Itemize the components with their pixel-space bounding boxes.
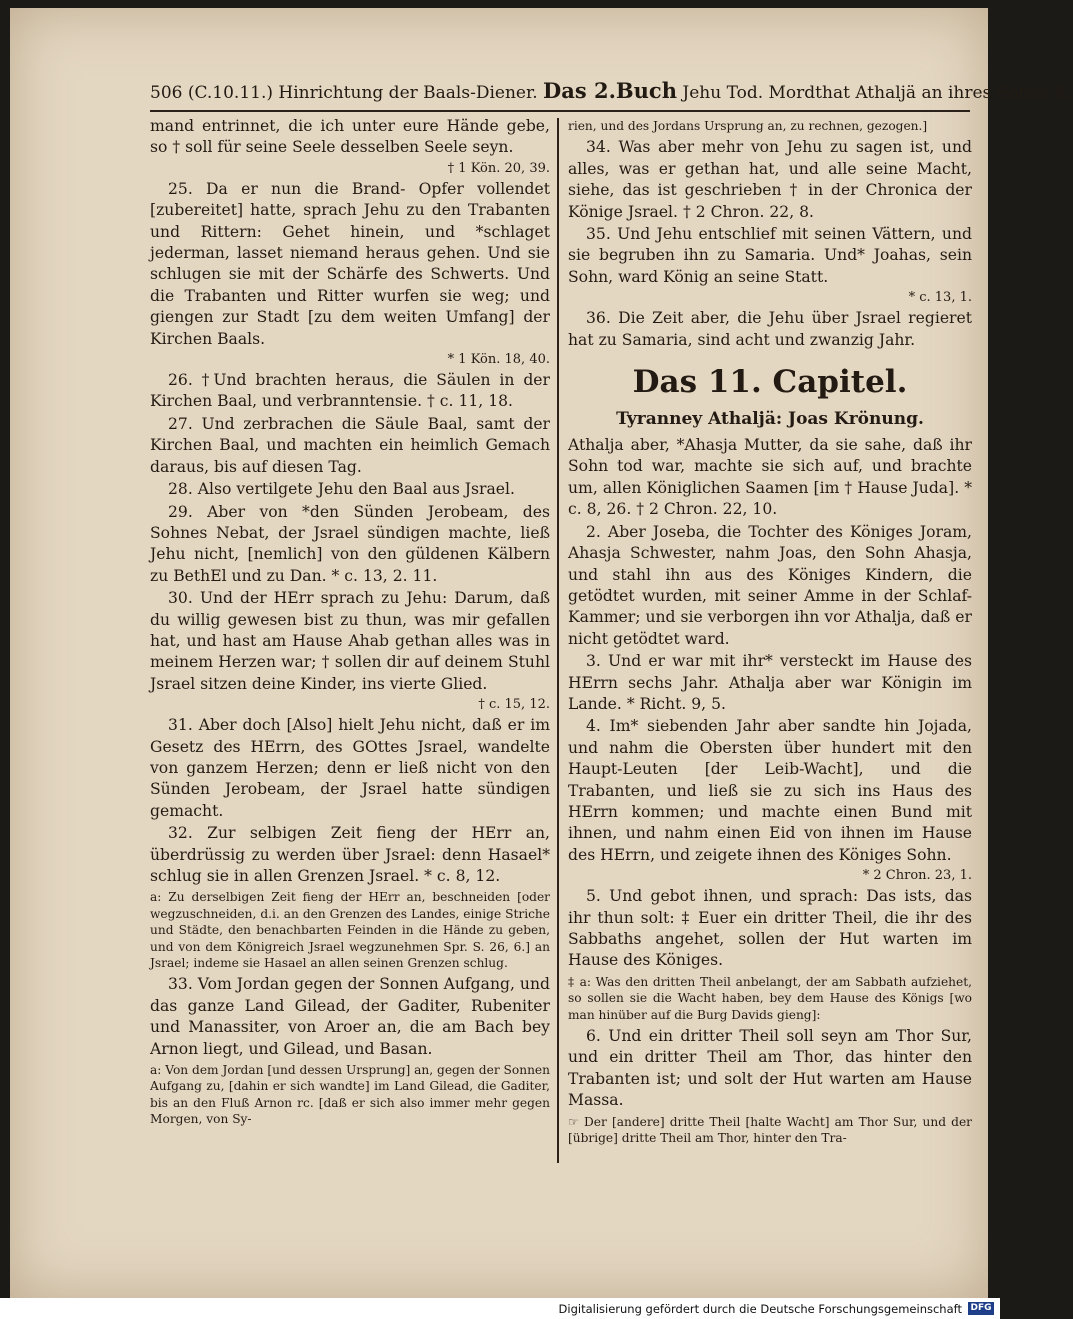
cross-reference: † 1 Kön. 20, 39.: [447, 160, 550, 176]
verse-paragraph: 30. Und der HErr sprach zu Jehu: Darum, daß du willig gewesen bist zu thun, was mir gefallen hat, und hast am Hause Ahab gethan alles was in meinem Herzen war; † sollen dir auf deinem Stuhl Jsrael sitzen deine Kinder, ins vierte Glied.: [150, 589, 550, 693]
verse-paragraph: 31. Aber doch [Also] hielt Jehu nicht, daß er im Gesetz des HErrn, des GOttes Jsrael, wandelte von ganzem Herzen; denn er ließ nicht von den Sünden Jerobeam, der Jsrael hatte sündigen gemacht.: [150, 716, 550, 820]
gloss-note: a: Von dem Jordan [und dessen Ursprung] an, gegen der Sonnen Aufgang zu, [dahin er sich wandte] im Land Gilead, die Gaditer, bis an den Fluß Arnon rc. [daß er sich also immer mehr gegen Morgen, von Sy-: [150, 1063, 550, 1127]
cross-reference: † c. 15, 12.: [478, 697, 550, 713]
cross-reference: * 2 Chron. 23, 1.: [862, 868, 972, 884]
verse-paragraph: 32. Zur selbigen Zeit fieng der HErr an, überdrüssig zu werden über Jsrael: denn Hasael* schlug sie in allen Grenzen Jsrael. * c. 8, 12.: [150, 824, 550, 885]
gloss-note: a: Zu derselbigen Zeit fieng der HErr an, beschneiden [oder wegzuschneiden, d.i. an den Grenzen des Landes, einige Striche und Städte, den benachbarten Feinden in die Hände zu geben, und von dem Königreich Jsrael wegzunehmen Spr. S. 26, 6.] an Jsrael; indeme sie Hasael an allen seinen Grenzen schlug.: [150, 890, 550, 971]
column-divider: [557, 118, 559, 1163]
right-column-top: [568, 118, 972, 351]
verse-paragraph: 26. †Und brachten heraus, die Säulen in der Kirchen Baal, und verbranntensie. † c. 11, 18.: [150, 371, 550, 411]
header-rule: [150, 110, 970, 112]
right-column: [568, 116, 972, 1149]
chapter-reference: (C.10.11.): [187, 83, 274, 103]
verse-paragraph: 25. Da er nun die Brand- Opfer vollendet [zubereitet] hatte, sprach Jehu zu den Trabanten und Rittern: Gehet hinein, und *schlaget jederman, lasset niemand heraus gehen. Und sie schlugen sie mit der Schärfe des Schwerts. Und die Trabanten und Ritter wurfen sie weg; und giengen zur Stadt [zu dem weiten Umfang] der Kirchen Baals.: [150, 179, 550, 348]
verse-paragraph: 29. Aber von *den Sünden Jerobeam, des Sohnes Nebat, der Jsrael sündigen machte, ließ Jehu nicht, [nemlich] von den güldenen Kälbern zu BethEl und zu Dan. * c. 13, 2. 11.: [150, 502, 550, 585]
right-running-title: Jehu Tod. Mordthat Athaljä an ihres Sohns K.: [682, 83, 1073, 103]
left-column: [150, 116, 550, 1131]
verse-paragraph: 35. Und Jehu entschlief mit seinen Vättern, und sie begruben ihn zu Samaria. Und* Joahas, sein Sohn, ward König an seine Statt.: [568, 225, 972, 286]
cross-reference: * c. 13, 1.: [908, 290, 972, 306]
left-running-title: Hinrichtung der Baals-Diener.: [278, 83, 538, 103]
cross-reference: * 1 Kön. 18, 40.: [447, 352, 550, 368]
digitization-footer: [0, 1298, 1000, 1319]
gloss-note: ☞ Der [andere] dritte Theil [halte Wacht] am Thor Sur, und der [übrige] dritte Theil am Thor, hinter den Tra-: [568, 1114, 972, 1146]
page-number: 506: [150, 83, 183, 103]
running-header: [150, 78, 1073, 108]
gloss-note: ‡ a: Was den dritten Theil anbelangt, der am Sabbath aufziehet, so sollen sie die Wacht haben, bey dem Hause des Königs [wo man hinüber auf die Burg Davids gieng]:: [568, 974, 972, 1022]
book-title: Das 2.Buch: [543, 78, 677, 103]
gloss-note: rien, und des Jordans Ursprung an, zu rechnen, gezogen.]: [568, 119, 928, 133]
verse-paragraph: 5. Und gebot ihnen, und sprach: Das ists, das ihr thun solt: ‡ Euer ein dritter Theil, die ihr des Sabbaths angehet, sollen der Hut warten im Hause des Königes.: [568, 887, 972, 970]
right-column-bottom: [568, 435, 972, 1146]
text-paragraph: Athalja aber, *Ahasja Mutter, da sie sahe, daß ihr Sohn tod war, machte sie sich auf, und brachte um, allen Königlichen Saamen [im † Hause Juda]. * c. 8, 26. † 2 Chron. 22, 10.: [568, 436, 972, 519]
dfg-logo: DFG: [968, 1302, 994, 1315]
footer-text: Digitalisierung gefördert durch die Deutsche Forschungsgemeinschaft: [558, 1302, 962, 1316]
verse-paragraph: 3. Und er war mit ihr* versteckt im Hause des HErrn sechs Jahr. Athalja aber war Königin im Lande. * Richt. 9, 5.: [568, 652, 972, 713]
verse-paragraph: 27. Und zerbrachen die Säule Baal, samt der Kirchen Baal, und machten ein heimlich Gemach daraus, bis auf diesen Tag.: [150, 414, 550, 476]
verse-paragraph: 28. Also vertilgete Jehu den Baal aus Jsrael.: [168, 480, 515, 499]
chapter-title: Das 11. Capitel.: [632, 364, 908, 401]
verse-paragraph: 2. Aber Joseba, die Tochter des Königes Joram, Ahasja Schwester, nahm Joas, den Sohn Ahasja, und stahl ihn aus des Königes Kindern, die getödtet wurden, mit seiner Amme in der Schlaf-Kammer; und sie verborgen ihn vor Athalja, daß er nicht getödtet ward.: [568, 522, 972, 648]
verse-paragraph: 6. Und ein dritter Theil soll seyn am Thor Sur, und ein dritter Theil am Thor, das hinter den Trabanten ist; und solt der Hut warten am Hause Massa.: [568, 1027, 972, 1110]
verse-paragraph: 4. Im* siebenden Jahr aber sandte hin Jojada, und nahm die Obersten über hundert mit den Haupt-Leuten [der Leib-Wacht], und die Trabanten, und ließ sie zu sich ins Haus des HErrn kommen; und machte einen Bund mit ihnen, und nahm einen Eid von ihnen im Hause des HErrn, und zeigete ihnen des Königes Sohn.: [568, 717, 972, 864]
text-paragraph: mand entrinnet, die ich unter eure Hände gebe, so † soll für seine Seele desselben Seele seyn.: [150, 117, 550, 157]
verse-paragraph: 36. Die Zeit aber, die Jehu über Jsrael regieret hat zu Samaria, sind acht und zwanzig Jahr.: [568, 309, 972, 349]
verse-paragraph: 33. Vom Jordan gegen der Sonnen Aufgang, und das ganze Land Gilead, der Gaditer, Rubeniter und Manassiter, von Aroer an, die am Bach bey Arnon liegt, und Gilead, und Basan.: [150, 975, 550, 1058]
chapter-summary: Tyranney Athaljä: Joas Krönung.: [616, 409, 924, 430]
verse-paragraph: 34. Was aber mehr von Jehu zu sagen ist, und alles, was er gethan hat, und alle seine Macht, siehe, das ist geschrieben † in der Chronica der Könige Jsrael. † 2 Chron. 22, 8.: [568, 138, 972, 221]
